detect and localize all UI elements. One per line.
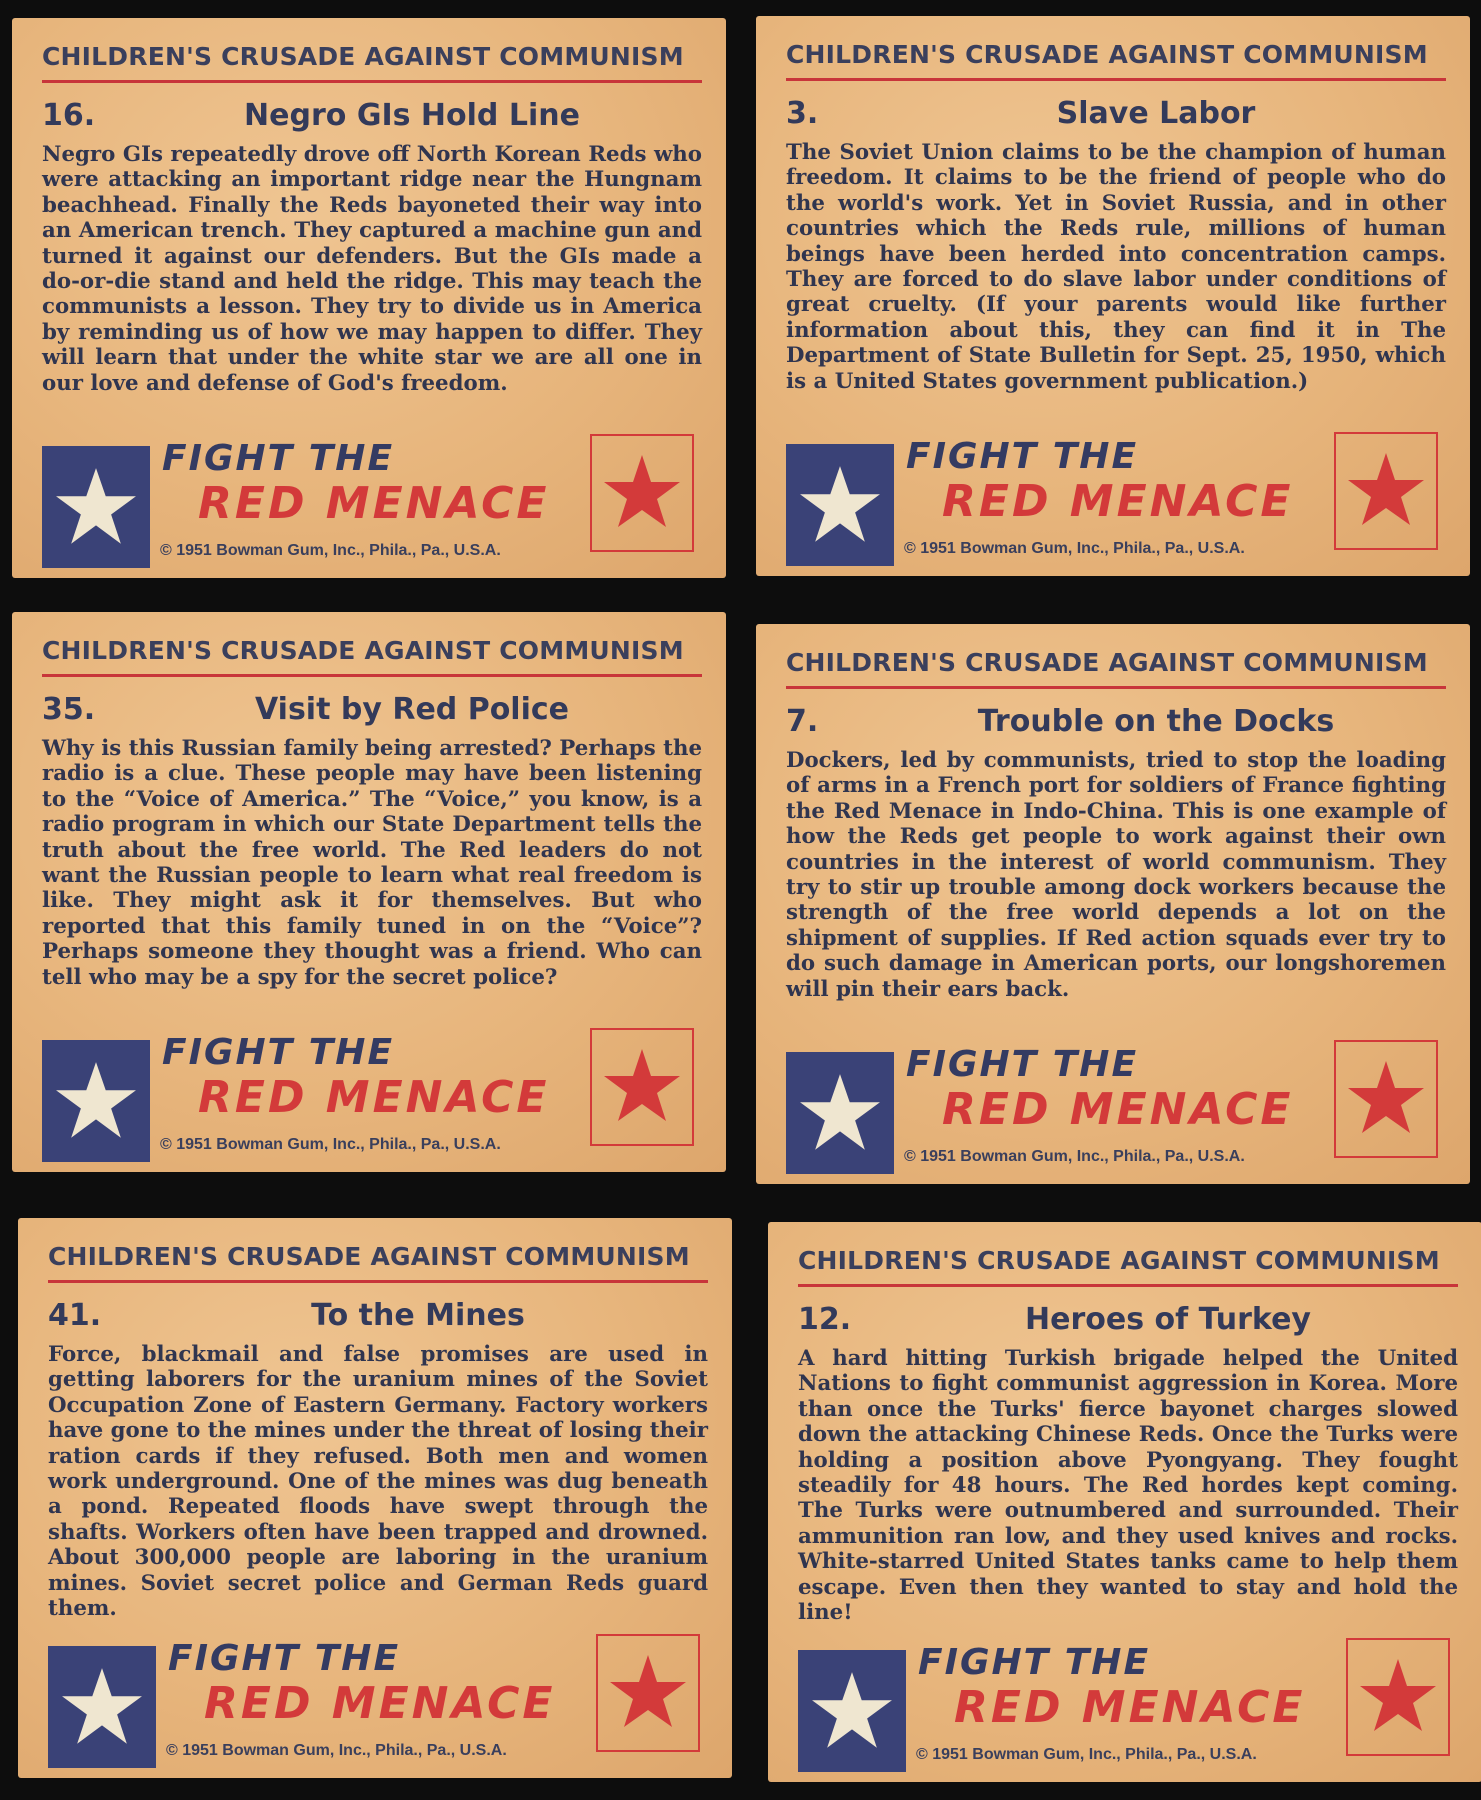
red-star-icon <box>1346 1638 1450 1756</box>
card-header: CHILDREN'S CRUSADE AGAINST COMMUNISM <box>42 42 684 71</box>
card-text: Force, blackmail and false promises are used in getting laborers for the uranium mines of the Soviet Occupation Zone of Eastern Germany. Factory workers have gone to the mines under the threat of losing their ration cards if they refused. Both men and women work underground. One of the mines was dug beneath a pond. Repeated floods have swept through the shafts. Workers often have been trapped and drowned. About 300,000 people are laboring in the uranium mines. Soviet secret police and German Reds guard them. <box>48 1342 708 1622</box>
copyright: © 1951 Bowman Gum, Inc., Phila., Pa., U.S.A. <box>904 1148 1245 1165</box>
red-star-icon <box>590 434 694 552</box>
white-star-icon <box>42 446 150 568</box>
copyright: © 1951 Bowman Gum, Inc., Phila., Pa., U.S.A. <box>166 1742 507 1759</box>
card-text: The Soviet Union claims to be the champion of human freedom. It claims to be the friend of people who do the world's work. Yet in Soviet Russia, and in other countries which the Reds rule, millions of human beings have been herded into concentration camps. They are forced to do slave labor under conditions of great cruelty. (If your parents would like further information about this, they can find it in The Department of State Bulletin for Sept. 25, 1950, which is a United States government publication.) <box>786 140 1446 394</box>
card-number: 41. <box>48 1298 102 1333</box>
fight-the-text: FIGHT THE <box>906 436 1139 477</box>
card-number: 16. <box>42 98 96 133</box>
card-header: CHILDREN'S CRUSADE AGAINST COMMUNISM <box>48 1242 690 1271</box>
header-rule <box>786 686 1446 689</box>
header-rule <box>786 78 1446 81</box>
fight-the-text: FIGHT THE <box>162 1032 395 1073</box>
card-header: CHILDREN'S CRUSADE AGAINST COMMUNISM <box>786 40 1428 69</box>
card-3 <box>756 16 1470 576</box>
header-rule <box>48 1280 708 1283</box>
card-number: 12. <box>798 1302 852 1337</box>
card-text: Dockers, led by communists, tried to stop the loading of arms in a French port for soldiers of France fighting the Red Menace in Indo-China. This is one example of how the Reds get people to work against their own countries in the interest of world communism. They try to stir up trouble among dock workers because the strength of the free world depends a lot on the shipment of supplies. If Red action squads ever try to do such damage in American ports, our longshoremen will pin their ears back. <box>786 748 1446 1002</box>
card-title: Heroes of Turkey <box>1025 1302 1311 1337</box>
card-title: Visit by Red Police <box>254 692 570 727</box>
fight-the-text: FIGHT THE <box>918 1642 1151 1683</box>
white-star-icon <box>786 444 894 566</box>
card-header: CHILDREN'S CRUSADE AGAINST COMMUNISM <box>786 648 1428 677</box>
header-rule <box>42 674 702 677</box>
red-menace-text: RED MENACE <box>942 1084 1294 1135</box>
card-7 <box>756 624 1470 1184</box>
fight-the-text: FIGHT THE <box>162 438 395 479</box>
card-title: Negro GIs Hold Line <box>244 98 580 133</box>
card-header: CHILDREN'S CRUSADE AGAINST COMMUNISM <box>798 1246 1440 1275</box>
fight-the-text: FIGHT THE <box>168 1638 401 1679</box>
card-text: A hard hitting Turkish brigade helped the United Nations to fight communist aggression in Korea. More than once the Turks' fierce bayonet charges slowed down the attacking Chinese Reds. Once the Turks were holding a position above Pyongyang. They fought steadily for 48 hours. The Red hordes kept coming. The Turks were outnumbered and surrounded. Their ammunition ran low, and they used knives and rocks. White-starred United States tanks came to help them escape. Even then they wanted to stay and hold the line! <box>798 1346 1458 1626</box>
red-menace-text: RED MENACE <box>198 478 550 529</box>
card-header: CHILDREN'S CRUSADE AGAINST COMMUNISM <box>42 636 684 665</box>
header-rule <box>42 80 702 83</box>
card-title: Slave Labor <box>1056 96 1256 131</box>
red-star-icon <box>590 1028 694 1146</box>
white-star-icon <box>798 1650 906 1772</box>
card-number: 35. <box>42 692 96 727</box>
card-text: Negro GIs repeatedly drove off North Korean Reds who were attacking an important ridge near the Hungnam beachhead. Finally the Reds bayoneted their way into an American trench. They captured a machine gun and turned it against our defenders. But the GIs made a do-or-die stand and held the ridge. This may teach the communists a lesson. They try to divide us in America by reminding us of how we may happen to differ. They will learn that under the white star we are all one in our love and defense of God's freedom. <box>42 142 702 396</box>
fight-the-text: FIGHT THE <box>906 1044 1139 1085</box>
copyright: © 1951 Bowman Gum, Inc., Phila., Pa., U.S.A. <box>904 540 1245 557</box>
card-number: 7. <box>786 704 819 739</box>
red-menace-text: RED MENACE <box>204 1678 556 1729</box>
red-star-icon <box>1334 1040 1438 1158</box>
card-text: Why is this Russian family being arrested? Perhaps the radio is a clue. These people may have been listening to the “Voice of America.” The “Voice,” you know, is a radio program in which our State Department tells the truth about the free world. The Red leaders do not want the Russian people to learn what real freedom is like. They might ask it for themselves. But who reported that this family tuned in on the “Voice”? Perhaps someone they thought was a friend. Who can tell who may be a spy for the secret police? <box>42 736 702 990</box>
copyright: © 1951 Bowman Gum, Inc., Phila., Pa., U.S.A. <box>160 1136 501 1153</box>
header-rule <box>798 1284 1458 1287</box>
card-title: To the Mines <box>311 1298 525 1333</box>
copyright: © 1951 Bowman Gum, Inc., Phila., Pa., U.S.A. <box>160 542 501 559</box>
red-menace-text: RED MENACE <box>954 1682 1306 1733</box>
red-star-icon <box>1334 432 1438 550</box>
red-menace-text: RED MENACE <box>942 476 1294 527</box>
card-number: 3. <box>786 96 819 131</box>
card-35 <box>12 612 726 1172</box>
white-star-icon <box>786 1052 894 1174</box>
white-star-icon <box>48 1646 156 1768</box>
white-star-icon <box>42 1040 150 1162</box>
red-menace-text: RED MENACE <box>198 1072 550 1123</box>
card-41 <box>18 1218 732 1778</box>
red-star-icon <box>596 1634 700 1752</box>
card-title: Trouble on the Docks <box>977 704 1335 739</box>
card-12 <box>768 1222 1481 1782</box>
card-16 <box>12 18 726 578</box>
copyright: © 1951 Bowman Gum, Inc., Phila., Pa., U.S.A. <box>916 1746 1257 1763</box>
